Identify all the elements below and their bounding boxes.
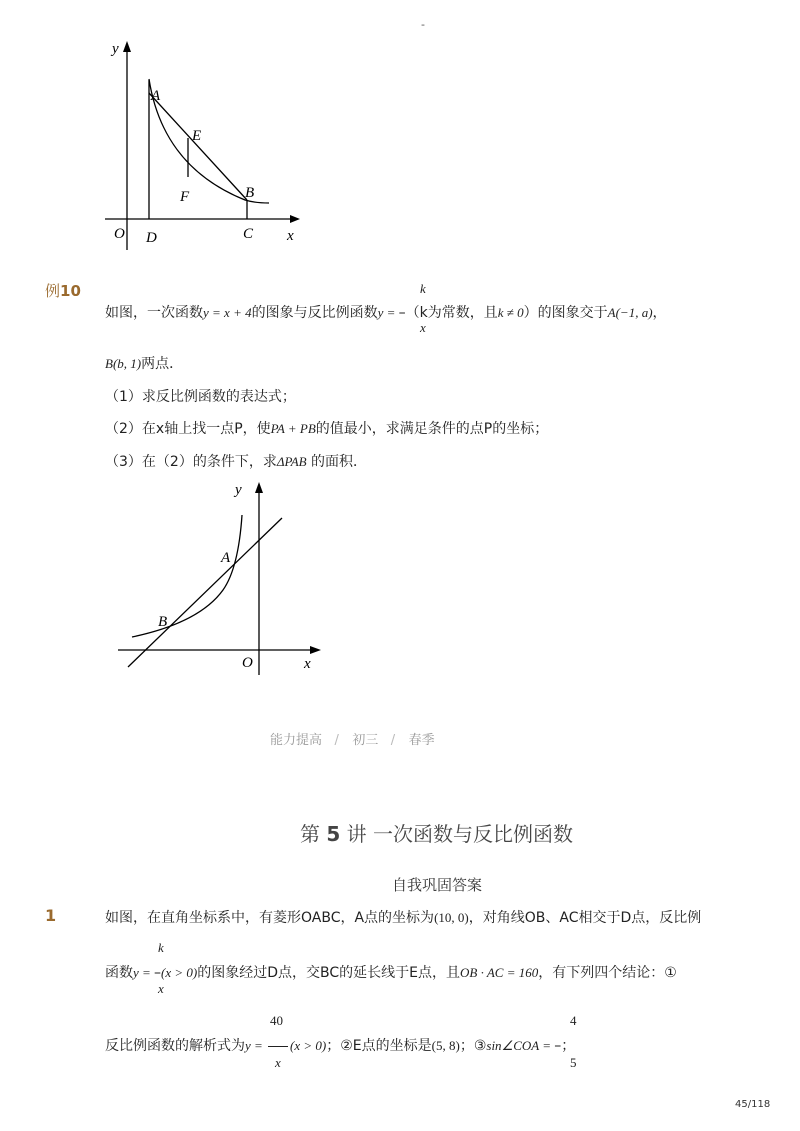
label-C: C bbox=[243, 226, 254, 242]
q1-frac2-numerator: 40 bbox=[270, 1013, 283, 1028]
hyperbola-curve bbox=[132, 515, 242, 637]
ex10-line1-eq1: y = x + 4 bbox=[203, 305, 252, 320]
page-number: 45/118 bbox=[735, 1099, 771, 1110]
q1-line2-eq1: y = bbox=[133, 965, 155, 980]
ex10-q3-text2: 的面积． bbox=[306, 454, 368, 470]
label-F: F bbox=[180, 189, 190, 205]
footer-part-2: 初三 bbox=[352, 733, 379, 748]
q1-frac2-denominator: x bbox=[275, 1055, 281, 1070]
q1-line2-text3: ，有下列四个结论：① bbox=[538, 965, 677, 981]
lecture-title-text: 讲 一次函数与反比例函数 bbox=[346, 822, 573, 846]
question-1-number: 1 bbox=[45, 906, 57, 925]
q1-line3-text1: 反比例函数的解析式为 bbox=[105, 1038, 245, 1054]
lecture-title bbox=[300, 818, 573, 847]
label-B: B bbox=[158, 614, 168, 630]
q1-line-2 bbox=[105, 962, 677, 982]
q1-line2-eq2: (x > 0) bbox=[161, 965, 198, 980]
q1-frac1-denominator: x bbox=[158, 981, 164, 996]
q1-line3-eq2: (x > 0) bbox=[290, 1038, 327, 1053]
footer-separator-1: / bbox=[334, 733, 340, 748]
ex10-line1-text3: （k为常数，且 bbox=[405, 305, 498, 321]
q1-line2-eq3: OB · AC = 160 bbox=[460, 965, 539, 980]
q1-line1-text2: ，对角线OB、AC相交于D点，反比例 bbox=[468, 910, 702, 926]
y-axis-arrow bbox=[255, 482, 263, 493]
ex10-q2-text1: （2）在x轴上找一点P，使 bbox=[105, 421, 271, 437]
lecture-title-number: 5 bbox=[326, 822, 341, 846]
q1-line3-eq4: sin∠COA = bbox=[486, 1038, 555, 1053]
q1-line3-text3: ；③ bbox=[459, 1038, 487, 1054]
q1-frac3-numerator: 4 bbox=[570, 1013, 577, 1028]
page-footer-caption bbox=[270, 729, 435, 748]
answers-title: 自我巩固答案 bbox=[392, 876, 483, 894]
lecture-title-prefix: 第 bbox=[300, 822, 320, 846]
label-A: A bbox=[151, 88, 161, 104]
label-O: O bbox=[242, 655, 253, 671]
footer-part-1: 能力提高 bbox=[270, 733, 323, 748]
ex10-line1-text2: 的图象与反比例函数 bbox=[251, 305, 378, 321]
x-axis-arrow bbox=[290, 215, 300, 223]
q1-line-3 bbox=[105, 1035, 575, 1055]
ex10-line-1 bbox=[105, 302, 667, 322]
segment-AB bbox=[149, 93, 247, 200]
footer-part-3: 春季 bbox=[408, 733, 435, 748]
ex10-frac-numerator: k bbox=[420, 281, 426, 296]
ex10-line2-eq1: B(b, 1) bbox=[105, 356, 142, 371]
example-label-prefix: 例 bbox=[45, 282, 61, 300]
ex10-line1-text4: ）的图象交于 bbox=[523, 305, 608, 321]
ex10-line1-eq4: A(−1, a) bbox=[607, 305, 653, 320]
ex10-frac-denominator: x bbox=[420, 320, 426, 335]
header-mark: - bbox=[421, 18, 425, 31]
label-x: x bbox=[304, 656, 311, 672]
q1-line3-text2: ；②E点的坐标是 bbox=[326, 1038, 432, 1054]
ex10-line1-eq3: k ≠ 0 bbox=[497, 305, 524, 320]
example-label-number: 10 bbox=[60, 282, 81, 300]
label-B: B bbox=[245, 185, 255, 201]
q1-line1-text1: 如图，在直角坐标系中，有菱形OABC，A点的坐标为 bbox=[105, 910, 435, 926]
ex10-line-2 bbox=[105, 353, 183, 373]
label-E: E bbox=[192, 128, 202, 144]
label-O: O bbox=[114, 226, 125, 242]
label-D: D bbox=[146, 230, 157, 246]
label-y: y bbox=[112, 41, 119, 57]
label-A: A bbox=[221, 550, 231, 566]
ex10-line1-frac-bar: – bbox=[398, 305, 406, 321]
label-x: x bbox=[287, 228, 294, 244]
ex10-q3-text1: （3）在（2）的条件下，求 bbox=[105, 454, 277, 470]
ex10-q3-eq: ΔPAB bbox=[276, 454, 307, 469]
q1-line2-text2: 的图象经过D点，交BC的延长线于E点，且 bbox=[197, 965, 461, 981]
q1-line2-frac-bar: – bbox=[154, 965, 162, 981]
ex10-line1-text1: 如图，一次函数 bbox=[105, 305, 203, 321]
q1-line3-frac-bar-1 bbox=[268, 1046, 288, 1047]
q1-line-1 bbox=[105, 907, 701, 927]
q1-line3-frac-bar-2: – bbox=[554, 1038, 562, 1054]
q1-line3-text4: ； bbox=[561, 1038, 576, 1054]
footer-separator-2: / bbox=[390, 733, 397, 748]
ex10-line2-text1: 两点． bbox=[141, 356, 184, 372]
q1-line3-eq1: y = bbox=[245, 1038, 267, 1053]
example-label bbox=[45, 280, 81, 301]
y-axis-arrow bbox=[123, 41, 131, 52]
q1-line1-eq1: (10, 0) bbox=[434, 910, 469, 925]
ex10-line1-text5: ， bbox=[652, 305, 667, 321]
label-y: y bbox=[235, 482, 242, 498]
x-axis-arrow bbox=[310, 646, 321, 654]
q1-frac1-numerator: k bbox=[158, 940, 164, 955]
ex10-question-2 bbox=[105, 418, 548, 438]
q1-line2-text1: 函数 bbox=[105, 965, 133, 981]
q1-frac3-denominator: 5 bbox=[570, 1055, 577, 1070]
ex10-q2-eq: PA + PB bbox=[270, 421, 316, 436]
ex10-question-3 bbox=[105, 451, 367, 471]
ex10-q2-text2: 的值最小，求满足条件的点P的坐标； bbox=[315, 421, 549, 437]
q1-line3-eq3: (5, 8) bbox=[431, 1038, 460, 1053]
ex10-line1-eq2: y = bbox=[377, 305, 399, 320]
figure-2-diagram bbox=[110, 475, 330, 685]
ex10-question-1: （1）求反比例函数的表达式； bbox=[105, 389, 296, 405]
figure-1-diagram bbox=[95, 35, 315, 255]
